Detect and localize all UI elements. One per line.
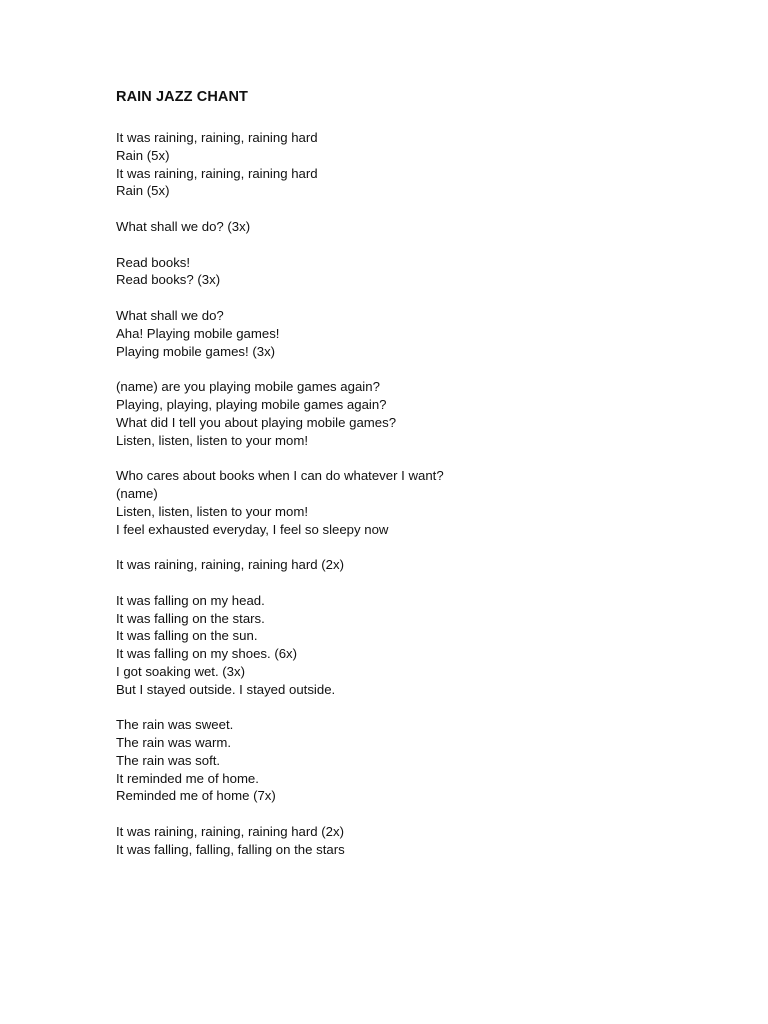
- chant-line: Read books? (3x): [116, 272, 221, 288]
- chant-line: What shall we do?: [116, 307, 224, 323]
- chant-line: It was falling on my head.: [116, 592, 265, 608]
- chant-line: The rain was warm.: [116, 735, 232, 751]
- chant-body: [116, 129, 736, 876]
- stanza: [116, 218, 736, 236]
- stanza: [116, 592, 736, 699]
- chant-line: It was falling on the stars.: [116, 610, 265, 626]
- chant-line: (name): [116, 485, 158, 501]
- chant-line: It was raining, raining, raining hard: [116, 165, 318, 181]
- stanza: [116, 716, 736, 805]
- chant-line: Playing, playing, playing mobile games again?: [116, 396, 387, 412]
- chant-line: The rain was soft.: [116, 752, 221, 768]
- stanza: [116, 823, 736, 859]
- chant-line: Read books!: [116, 254, 191, 270]
- document-title: RAIN JAZZ CHANT: [116, 89, 248, 105]
- chant-line: Listen, listen, listen to your mom!: [116, 432, 309, 448]
- chant-line: Rain (5x): [116, 183, 170, 199]
- chant-line: Aha! Playing mobile games!: [116, 325, 280, 341]
- chant-line: (name) are you playing mobile games again?: [116, 379, 380, 395]
- chant-line: What shall we do? (3x): [116, 218, 251, 234]
- stanza: [116, 129, 736, 200]
- chant-line: It was raining, raining, raining hard: [116, 130, 318, 145]
- stanza: [116, 467, 736, 538]
- chant-line: But I stayed outside. I stayed outside.: [116, 681, 336, 697]
- chant-line: Listen, listen, listen to your mom!: [116, 503, 309, 519]
- chant-line: What did I tell you about playing mobile games?: [116, 414, 397, 430]
- stanza: [116, 556, 736, 574]
- chant-line: I feel exhausted everyday, I feel so sleepy now: [116, 521, 389, 537]
- chant-line: Reminded me of home (7x): [116, 788, 276, 804]
- chant-line: I got soaking wet. (3x): [116, 663, 246, 679]
- chant-line: The rain was sweet.: [116, 717, 234, 733]
- chant-line: It reminded me of home.: [116, 770, 259, 786]
- chant-line: Playing mobile games! (3x): [116, 343, 276, 359]
- chant-line: It was falling on my shoes. (6x): [116, 646, 298, 662]
- stanza: [116, 378, 736, 449]
- stanza: [116, 254, 736, 290]
- chant-line: Who cares about books when I can do whatever I want?: [116, 468, 444, 484]
- chant-line: It was falling, falling, falling on the stars: [116, 841, 345, 857]
- chant-line: It was raining, raining, raining hard (2x): [116, 824, 344, 840]
- chant-line: It was falling on the sun.: [116, 628, 258, 644]
- chant-line: Rain (5x): [116, 147, 170, 163]
- chant-line: It was raining, raining, raining hard (2x): [116, 557, 344, 573]
- stanza: [116, 307, 736, 360]
